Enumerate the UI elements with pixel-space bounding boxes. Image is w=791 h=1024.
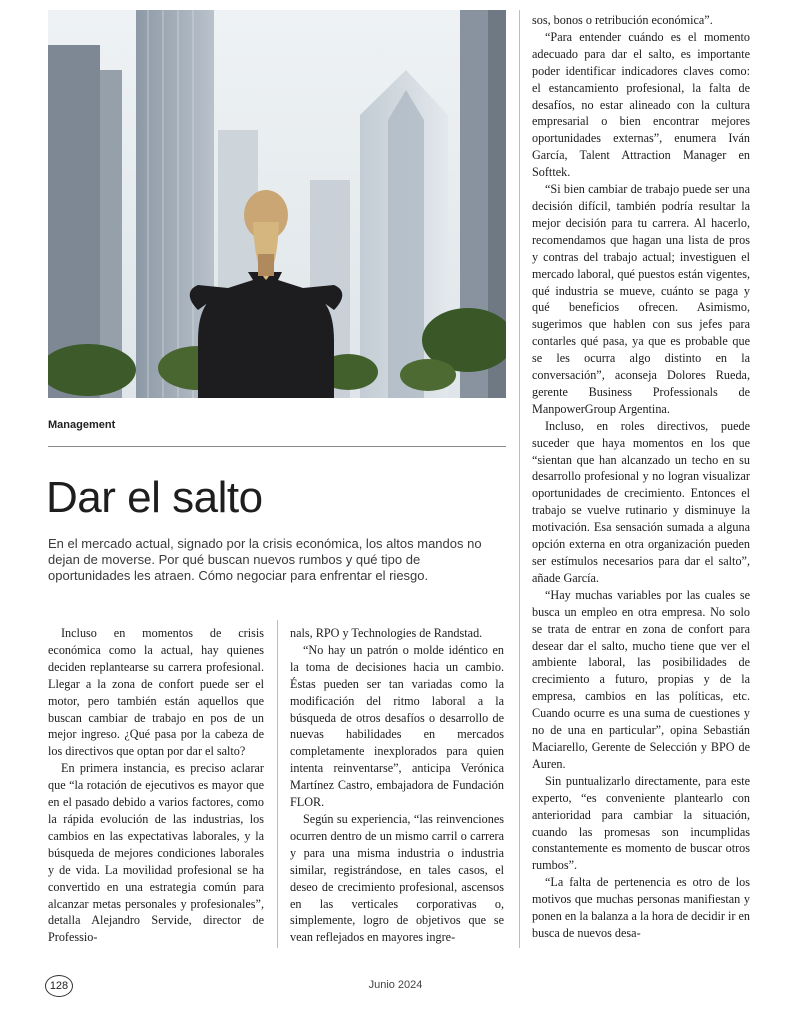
section-divider — [48, 446, 506, 447]
body-paragraph: Sin puntualizarlo directamente, para este experto, “es conveniente plantearlo con anterioridad para cambiar la situación, cuando las promesas son incumplidas constantemente es momento de buscar otros rumbos”. — [532, 773, 750, 873]
body-paragraph: “No hay un patrón o molde idéntico en la toma de decisiones hacia un cambio. Éstas pueden ser tan variadas como la modificación del ritmo laboral a la búsqueda de otros desafíos o desarrollo de nuevas habilidades en mercados completamente inexplorados para quien intenta reinventarse”, anticipa Verónica Martínez Castro, embajadora de Fundación FLOR. — [290, 642, 504, 810]
article-headline: Dar el salto — [46, 473, 263, 522]
body-column-3 — [532, 12, 750, 942]
body-paragraph: “Hay muchas variables por las cuales se busca un empleo en otra empresa. No solo se trata de entrar en zona de confort para desear dar el salto, mucho tiene que ver el ambiente laboral, las posibilidades de crecimiento a futuro, propias y de la empresa, cambios en las políticas, etc. Cuando ocurre es una suma de cuestiones y no de una en particular”, opina Sebastián Maciarello, Gerente de Selección y BPO de Auren. — [532, 587, 750, 771]
body-paragraph: “Para entender cuándo es el momento adecuado para dar el salto, es importante poder identificar indicadores claves como: el estancamiento profesional, la falta de desafíos, no estar alineado con la cultura empresarial o bien encontrar mejores oportunidades externas”, enumera Iván García, Talent Attraction Manager en Softtek. — [532, 29, 750, 180]
article-photo — [48, 10, 506, 398]
body-column-1 — [48, 625, 264, 946]
body-paragraph: sos, bonos o retribución económica”. — [532, 13, 713, 27]
column-divider — [277, 620, 278, 948]
body-paragraph: Incluso, en roles directivos, puede suceder que haya momentos en los que “sientan que han alcanzado un techo en su desarrollo profesional y no logran visualizar oportunidades de crecimiento. Entonces el trabajo se vuelve rutinario y disminuye la motivación. Esa sensación sumada a alguna opción externa en otra organización pueden ser estímulos necesarios para dar el salto”, añade García. — [532, 418, 750, 585]
body-paragraph: “Si bien cambiar de trabajo puede ser una decisión difícil, también podría resultar la mejor decisión para tu carrera. Al hacerlo, recomendamos que hagan una lista de pros y contras del trabajo actual; investiguen el mercado laboral, qué puestos están vigentes, qué industria se mueve, cuánto se paga y qué beneficios ofrecen. Asimismo, sugerimos que hablen con sus jefes para contarles qué pasa, ya que es probable que se les ocurra algo distinto en la conversación”, aconseja Dolores Rueda, gerente Business Professionals de ManpowerGroup Argentina. — [532, 182, 750, 416]
city-skyline-illustration — [48, 10, 506, 398]
article-lede: En el mercado actual, signado por la crisis económica, los altos mandos no dejan de moverse. Por qué buscan nuevos rumbos y qué tipo de oportunidades les atraen. Cómo negociar para enfrentar el riesgo. — [48, 536, 482, 583]
body-paragraph: Incluso en momentos de crisis económica como la actual, hay quienes deciden replantearse su carrera profesional. Llegar a la zona de confort puede ser el motor, pero también están aquellos que buscan cambiar de trabajo en pos de un mejor ingreso. ¿Qué pasa por la cabeza de los directivos que optan por dar el salto? — [48, 626, 264, 759]
body-paragraph: En primera instancia, es preciso aclarar que “la rotación de ejecutivos es mayor que en el pasado debido a varios factores, como la rápida evolución de las industrias, los cambios en las expectativas laborales, y la búsqueda de mejores condiciones laborales y de vida. La movilidad profesional se ha convertido en una estrategia común para alcanzar metas personales y profesionales”, detalla Alejandro Servide, director de Professio- — [48, 761, 264, 945]
body-paragraph: “La falta de pertenencia es otro de los motivos que muchas personas manifiestan y ponen en la balanza a la hora de decidir ir en busca de nuevos desa- — [532, 875, 750, 940]
issue-date: Junio 2024 — [368, 979, 423, 991]
page-number: 128 — [45, 975, 73, 997]
column-divider — [519, 10, 520, 948]
body-paragraph: nals, RPO y Technologies de Randstad. — [290, 626, 483, 640]
section-label: Management — [48, 419, 116, 431]
body-column-2 — [290, 625, 504, 946]
body-paragraph: Según su experiencia, “las reinvenciones ocurren dentro de un mismo carril o carrera y para una misma industria o industria similar, registrándose, en tales casos, el deseo de crecimiento profesional, ascensos en las verticales corporativas o, simplemente, logro de objetivos que se vean reflejados en mayores ingre- — [290, 811, 504, 945]
